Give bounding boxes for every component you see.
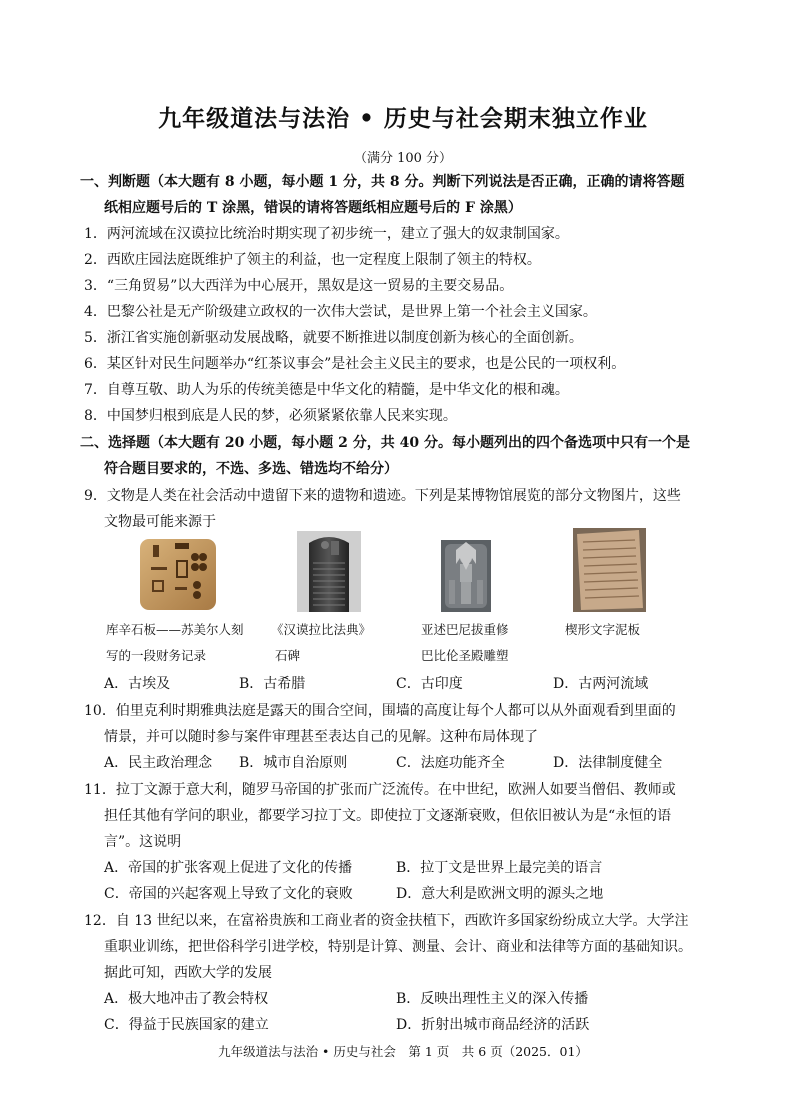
cuneiform-clay-tablet-image <box>573 528 646 612</box>
tf-question-2: 2．西欧庄园法庭既维护了领主的利益，也一定程度上限制了领主的特权。 <box>84 252 541 268</box>
kushim-tablet-image <box>139 537 217 612</box>
tf-question-3: 3．“三角贸易”以大西洋为中心展开，黑奴是这一贸易的主要交易品。 <box>84 278 514 294</box>
hammurabi-code-stele-image <box>297 531 361 612</box>
q10-option-d[interactable]: D．法律制度健全 <box>553 755 663 771</box>
q11-stem-line3: 言”。这说明 <box>104 834 182 850</box>
q11-stem-line1: 11．拉丁文源于意大利，随罗马帝国的扩张而广泛流传。在中世纪，欧洲人如要当僧侣、教师或 <box>84 782 676 798</box>
q11-option-a[interactable]: A．帝国的扩张客观上促进了文化的传播 <box>104 860 353 876</box>
q9-option-a[interactable]: A．古埃及 <box>104 676 171 692</box>
tf-question-6: 6．某区针对民生问题举办“红茶议事会”是社会主义民主的要求，也是公民的一项权利。 <box>84 356 626 372</box>
q12-option-d[interactable]: D．折射出城市商品经济的活跃 <box>396 1017 590 1033</box>
section2-heading-line1: 二、选择题（本大题有 20 小题，每小题 2 分，共 40 分。每小题列出的四个备选项中只有一个是 <box>80 435 690 451</box>
q10-stem-line2: 情景，并可以随时参与案件审理甚至表达自己的见解。这种布局体现了 <box>104 729 538 745</box>
tf-question-5: 5．浙江省实施创新驱动发展战略，就要不断推进以制度创新为核心的全面创新。 <box>84 330 583 346</box>
section1-heading-line1: 一、判断题（本大题有 8 小题，每小题 1 分，共 8 分。判断下列说法是否正确，正确的请将答题 <box>80 174 685 190</box>
q12-option-b[interactable]: B．反映出理性主义的深入传播 <box>396 991 589 1007</box>
q10-option-a[interactable]: A．民主政治理念 <box>104 755 213 771</box>
ashurbanipal-statue-image <box>441 540 491 612</box>
q10-stem-line1: 10．伯里克利时期雅典法庭是露天的围合空间，围墙的高度让每个人都可以从外面观看到里面的 <box>84 703 676 719</box>
q12-stem-line2: 重职业训练，把世俗科学引进学校，特别是计算、测量、会计、商业和法律等方面的基础知识。 <box>104 939 692 955</box>
page-title: 九年级道法与法治 • 历史与社会期末独立作业 <box>158 105 648 132</box>
q11-option-d[interactable]: D．意大利是欧洲文明的源头之地 <box>396 886 604 902</box>
q9-option-b[interactable]: B．古希腊 <box>239 676 306 692</box>
q11-option-b[interactable]: B．拉丁文是世界上最完美的语言 <box>396 860 603 876</box>
tf-question-7: 7．自尊互敬、助人为乐的传统美德是中华文化的精髓，是中华文化的根和魂。 <box>84 382 569 398</box>
ashurbanipal-caption-line1: 亚述巴尼拔重修 <box>421 622 509 637</box>
tf-question-1: 1．两河流域在汉谟拉比统治时期实现了初步统一，建立了强大的奴隶制国家。 <box>84 226 569 242</box>
section1-heading-line2: 纸相应题号后的 T 涂黑，错误的请将答题纸相应题号后的 F 涂黑） <box>104 200 522 216</box>
q9-stem-line1: 9．文物是人类在社会活动中遗留下来的遗物和遗迹。下列是某博物馆展览的部分文物图片，这些 <box>84 488 681 504</box>
kushim-tablet-caption-line1: 库辛石板——苏美尔人刻 <box>106 622 244 637</box>
q12-stem-line1: 12．自 13 世纪以来，在富裕贵族和工商业者的资金扶植下，西欧许多国家纷纷成立大学。大学注 <box>84 913 689 929</box>
section2-heading-line2: 符合题目要求的，不选、多选、错选均不给分） <box>104 461 398 477</box>
q10-option-b[interactable]: B．城市自治原则 <box>239 755 348 771</box>
q11-option-c[interactable]: C．帝国的兴起客观上导致了文化的衰败 <box>104 886 353 902</box>
hammurabi-caption-line2: 石碑 <box>275 648 301 663</box>
q9-option-c[interactable]: C．古印度 <box>396 676 463 692</box>
q9-stem-line2: 文物最可能来源于 <box>104 514 216 530</box>
kushim-tablet-caption-line2: 写的一段财务记录 <box>106 648 207 663</box>
hammurabi-caption-line1: 《汉谟拉比法典》 <box>271 622 372 637</box>
q10-option-c[interactable]: C．法庭功能齐全 <box>396 755 505 771</box>
q9-option-d[interactable]: D．古两河流域 <box>553 676 649 692</box>
ashurbanipal-caption-line2: 巴比伦圣殿雕塑 <box>421 648 509 663</box>
tf-question-4: 4．巴黎公社是无产阶级建立政权的一次伟大尝试，是世界上第一个社会主义国家。 <box>84 304 597 320</box>
tf-question-8: 8．中国梦归根到底是人民的梦，必须紧紧依靠人民来实现。 <box>84 408 457 424</box>
q12-stem-line3: 据此可知，西欧大学的发展 <box>104 965 272 981</box>
cuneiform-tablet-caption: 楔形文字泥板 <box>565 622 641 637</box>
q12-option-a[interactable]: A．极大地冲击了教会特权 <box>104 991 269 1007</box>
full-score-note: （满分 100 分） <box>353 151 453 166</box>
q11-stem-line2: 担任其他有学问的职业，都要学习拉丁文。即使拉丁文逐渐衰败，但依旧被认为是“永恒的语 <box>104 808 672 824</box>
page-footer: 九年级道法与法治 • 历史与社会 第 1 页 共 6 页（2025．01） <box>218 1044 588 1059</box>
q12-option-c[interactable]: C．得益于民族国家的建立 <box>104 1017 269 1033</box>
